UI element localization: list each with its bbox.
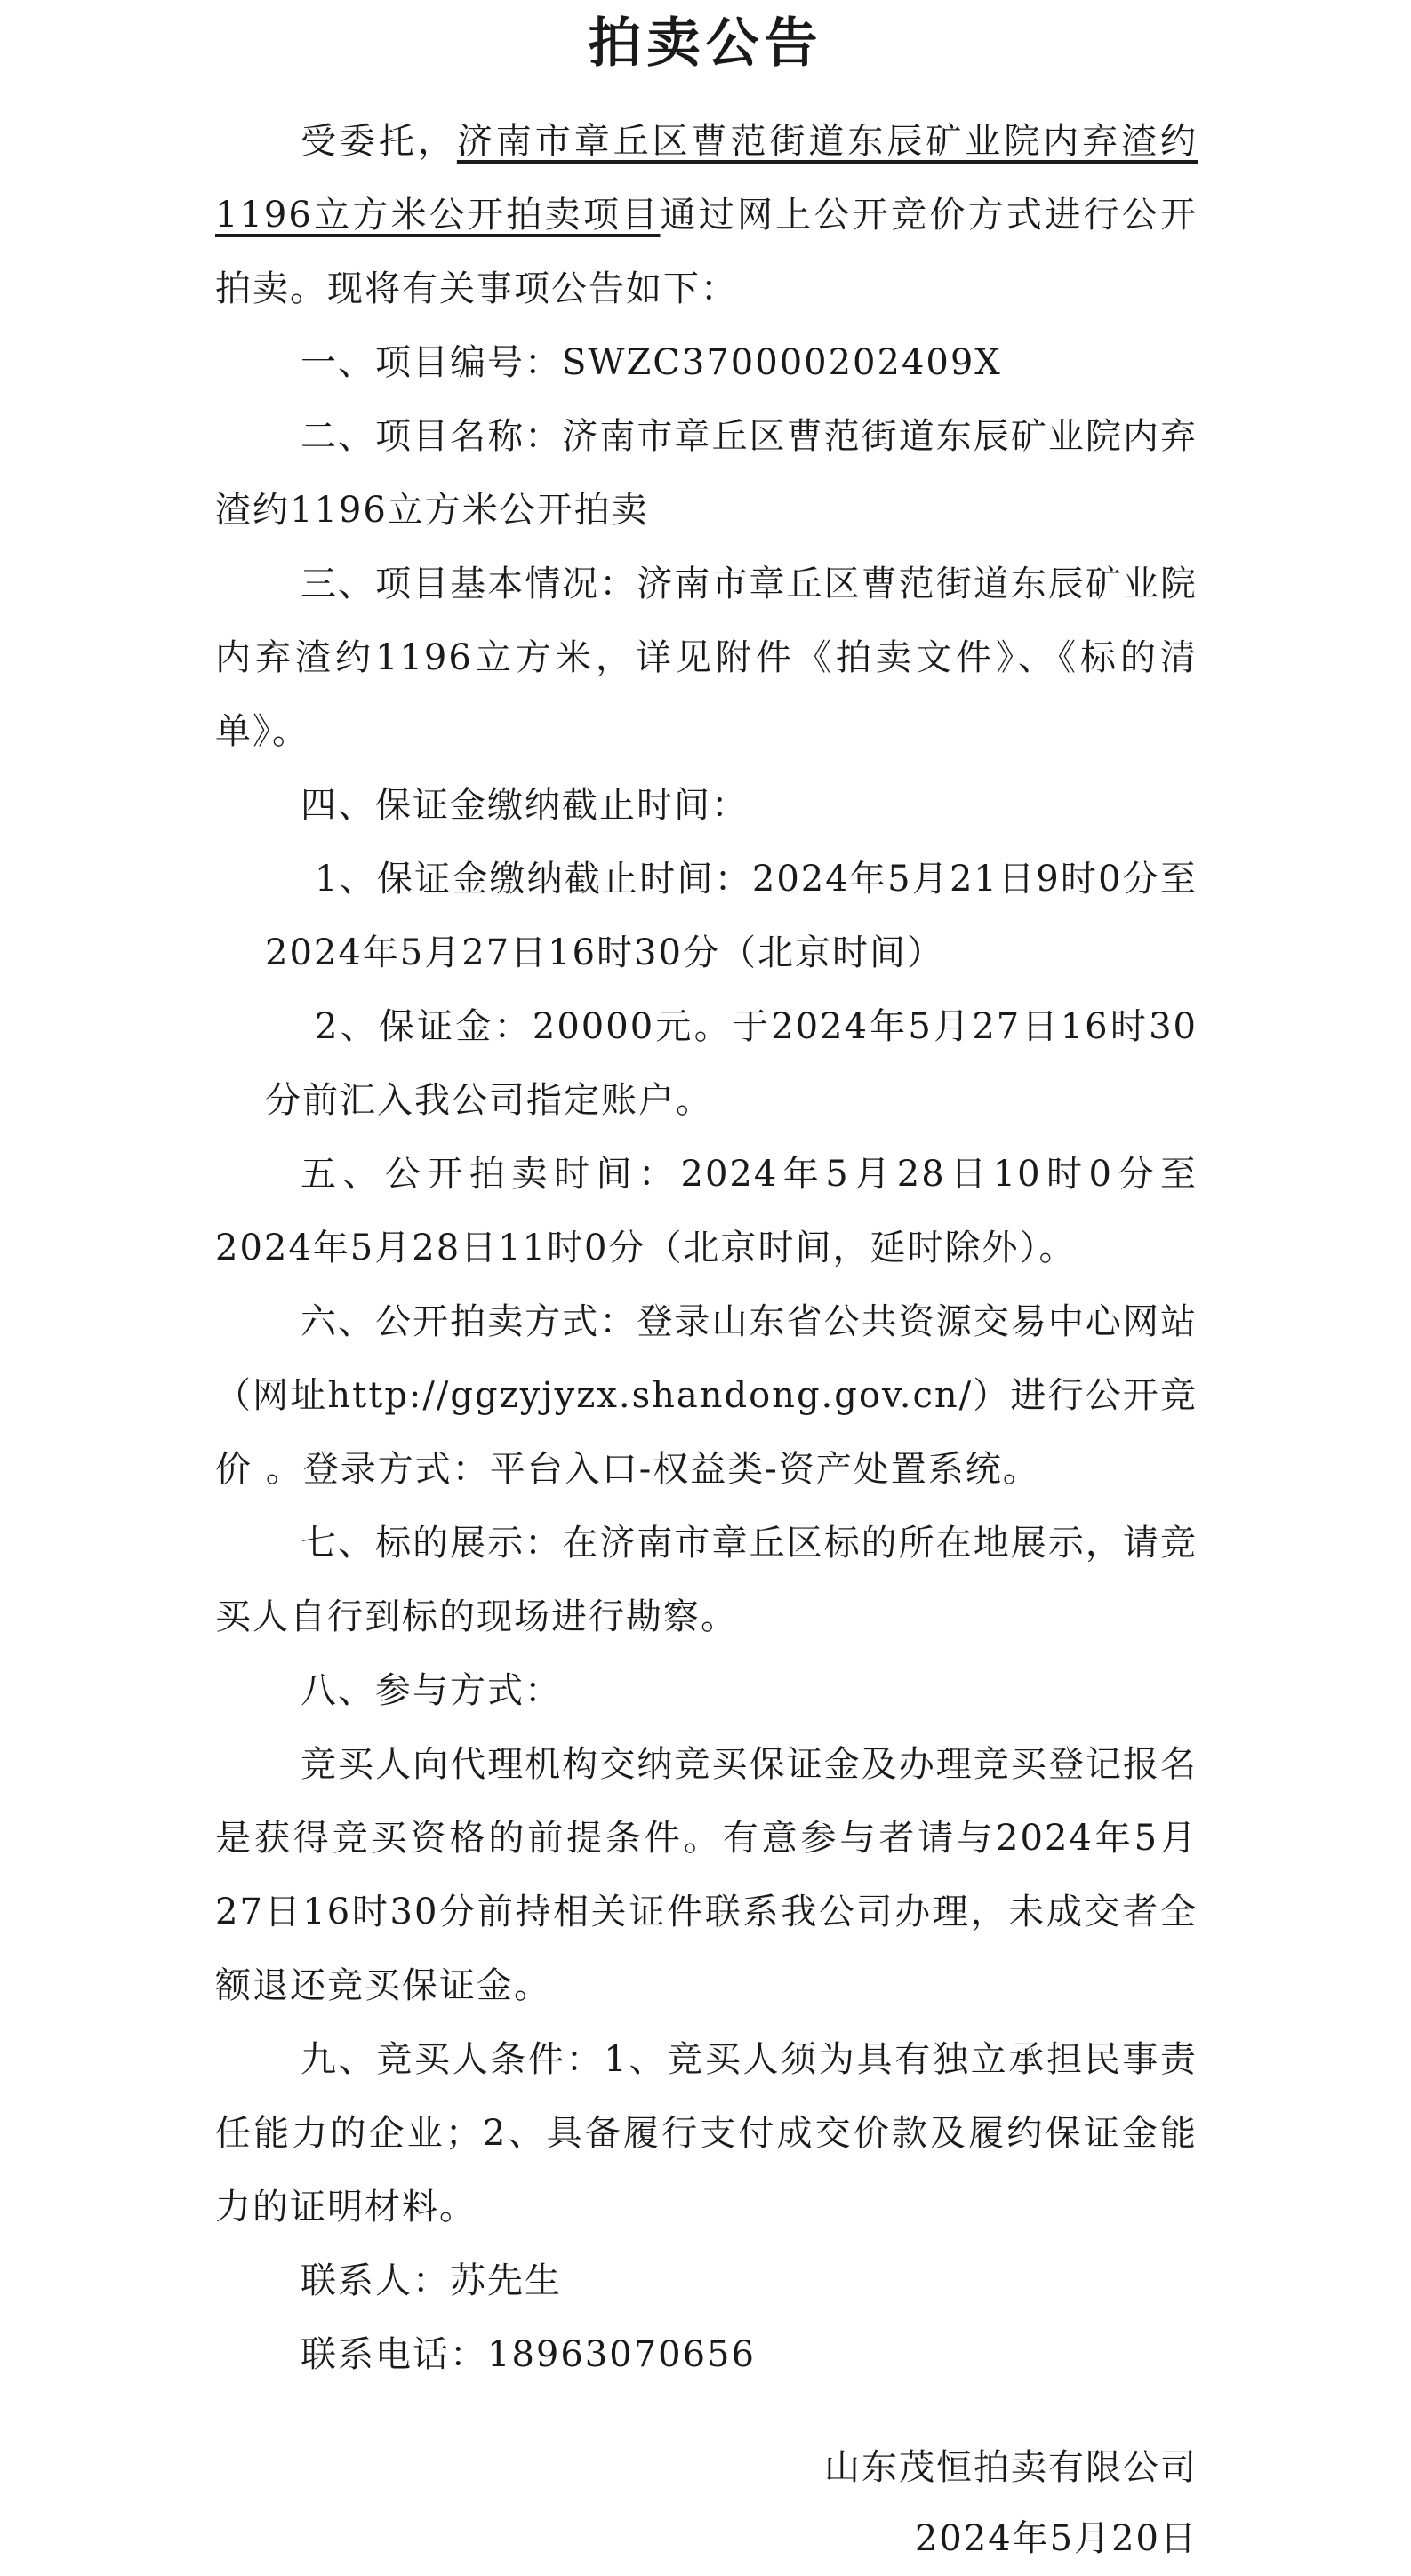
- item-bidder-conditions: 九、竞买人条件：1、竞买人须为具有独立承担民事责任能力的企业；2、具备履行支付成交价款及履约保证金能力的证明材料。: [215, 2039, 1198, 2228]
- intro-paragraph: [215, 105, 1198, 326]
- signature-company: 山东茂恒拍卖有限公司: [824, 2447, 1198, 2488]
- item-auction-method: 六、公开拍卖方式：登录山东省公共资源交易中心网站（网址http://ggzyjyzx.shandong.gov.cn/）进行公开竞价 。登录方式：平台入口-权益类-资产处置系统。: [215, 1301, 1198, 1490]
- item-auction-time: 五、公开拍卖时间：2024年5月28日10时0分至2024年5月28日11时0分（北京时间，延时除外）。: [215, 1154, 1198, 1268]
- item-participation-heading: 八、参与方式：: [301, 1670, 562, 1711]
- item-project-basic-info: 三、项目基本情况：济南市章丘区曹范街道东辰矿业院内弃渣约1196立方米，详见附件《拍卖文件》、《标的清单》。: [215, 564, 1198, 752]
- contact-person: 联系人：苏先生: [301, 2260, 562, 2301]
- item-deposit-deadline-time: 1、保证金缴纳截止时间：2024年5月21日9时0分至2024年5月27日16时30分（北京时间）: [265, 859, 1198, 973]
- item-subject-display: 七、标的展示：在济南市章丘区标的所在地展示，请竞买人自行到标的现场进行勘察。: [215, 1523, 1198, 1637]
- item-participation-body: 竞买人向代理机构交纳竞买保证金及办理竞买登记报名是获得竞买资格的前提条件。有意参与者请与2024年5月27日16时30分前持相关证件联系我公司办理，未成交者全额退还竞买保证金。: [215, 1744, 1198, 2006]
- contact-phone: 联系电话：18963070656: [301, 2334, 756, 2375]
- intro-prefix: 受委托，: [301, 121, 457, 162]
- intro-suffix: 通过网上公开竞价方式进行公开拍卖。现将有关事项公告如下：: [215, 195, 1199, 309]
- project-name-link[interactable]: 济南市章丘区曹范街道东辰矿业院内弃渣约1196立方米公开拍卖项目: [215, 121, 1199, 236]
- item-deposit-amount: 2、保证金：20000元。于2024年5月27日16时30分前汇入我公司指定账户。: [265, 1006, 1198, 1121]
- item-deposit-deadline-heading: 四、保证金缴纳截止时间：: [301, 785, 749, 826]
- item-project-number: 一、项目编号：SWZC370000202409X: [301, 342, 1002, 383]
- signature-date: 2024年5月20日: [914, 2518, 1198, 2559]
- page-title: 拍卖公告: [588, 12, 823, 75]
- item-project-name: 二、项目名称：济南市章丘区曹范街道东辰矿业院内弃渣约1196立方米公开拍卖: [215, 416, 1198, 531]
- announcement-body: [215, 105, 1198, 2392]
